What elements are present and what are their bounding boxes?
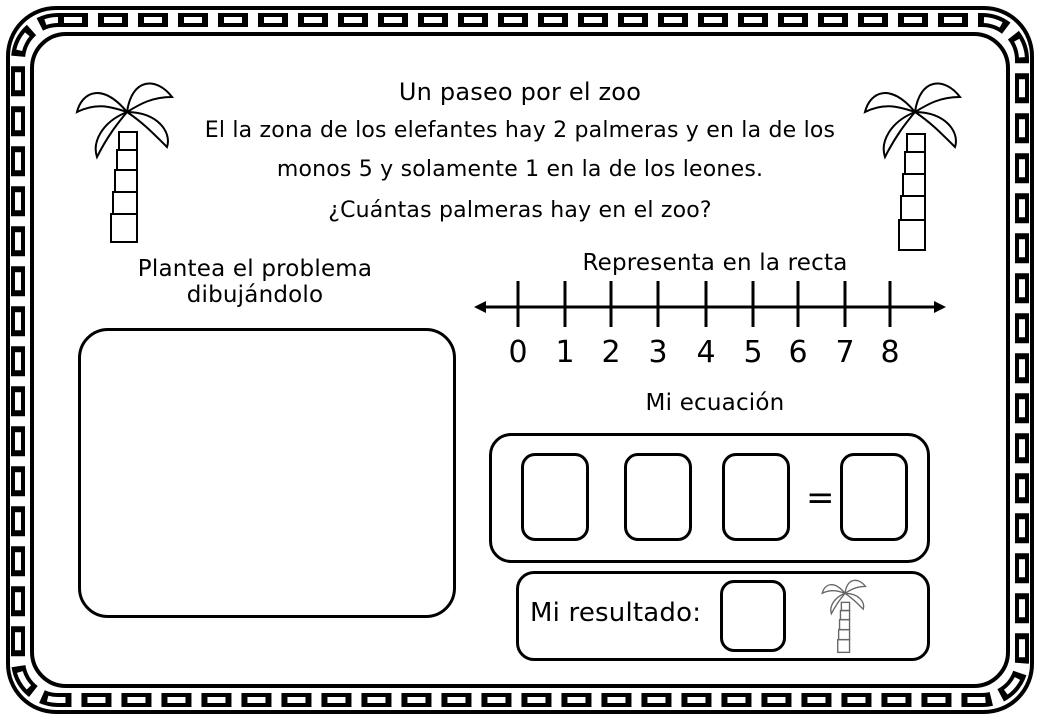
drawing-box[interactable]: [78, 328, 456, 618]
tick-label: 6: [788, 335, 808, 370]
problem-question: ¿Cuántas palmeras hay en el zoo?: [328, 198, 712, 223]
equals-sign: =: [806, 478, 835, 518]
result-label: Mi resultado:: [530, 598, 702, 628]
tick-label: 4: [696, 335, 716, 370]
draw-heading-line-2: dibujándolo: [186, 282, 324, 308]
tick-label: 2: [601, 335, 621, 370]
number-line[interactable]: [470, 275, 950, 335]
tick-label: 3: [648, 335, 668, 370]
problem-line-1: El la zona de los elefantes hay 2 palmeras y en la de los: [204, 118, 836, 143]
equation-slot-1[interactable]: [521, 453, 589, 541]
number-line-heading: Representa en la recta: [582, 250, 848, 276]
tick-label: 0: [508, 335, 528, 370]
tick-label: 7: [835, 335, 855, 370]
equation-slot-2[interactable]: [624, 453, 692, 541]
equation-result-slot[interactable]: [840, 453, 908, 541]
tick-label: 5: [743, 335, 763, 370]
equation-slot-3[interactable]: [722, 453, 790, 541]
draw-heading: [100, 256, 410, 308]
problem-line-2: monos 5 y solamente 1 en la de los leones.: [276, 157, 764, 182]
tick-label: 1: [555, 335, 575, 370]
palm-tree-icon: [820, 574, 870, 658]
draw-heading-line-1: Plantea el problema: [137, 256, 373, 282]
page-title: Un paseo por el zoo: [398, 78, 642, 106]
result-slot[interactable]: [720, 580, 786, 652]
equation-heading: Mi ecuación: [645, 390, 785, 416]
tick-label: 8: [880, 335, 900, 370]
